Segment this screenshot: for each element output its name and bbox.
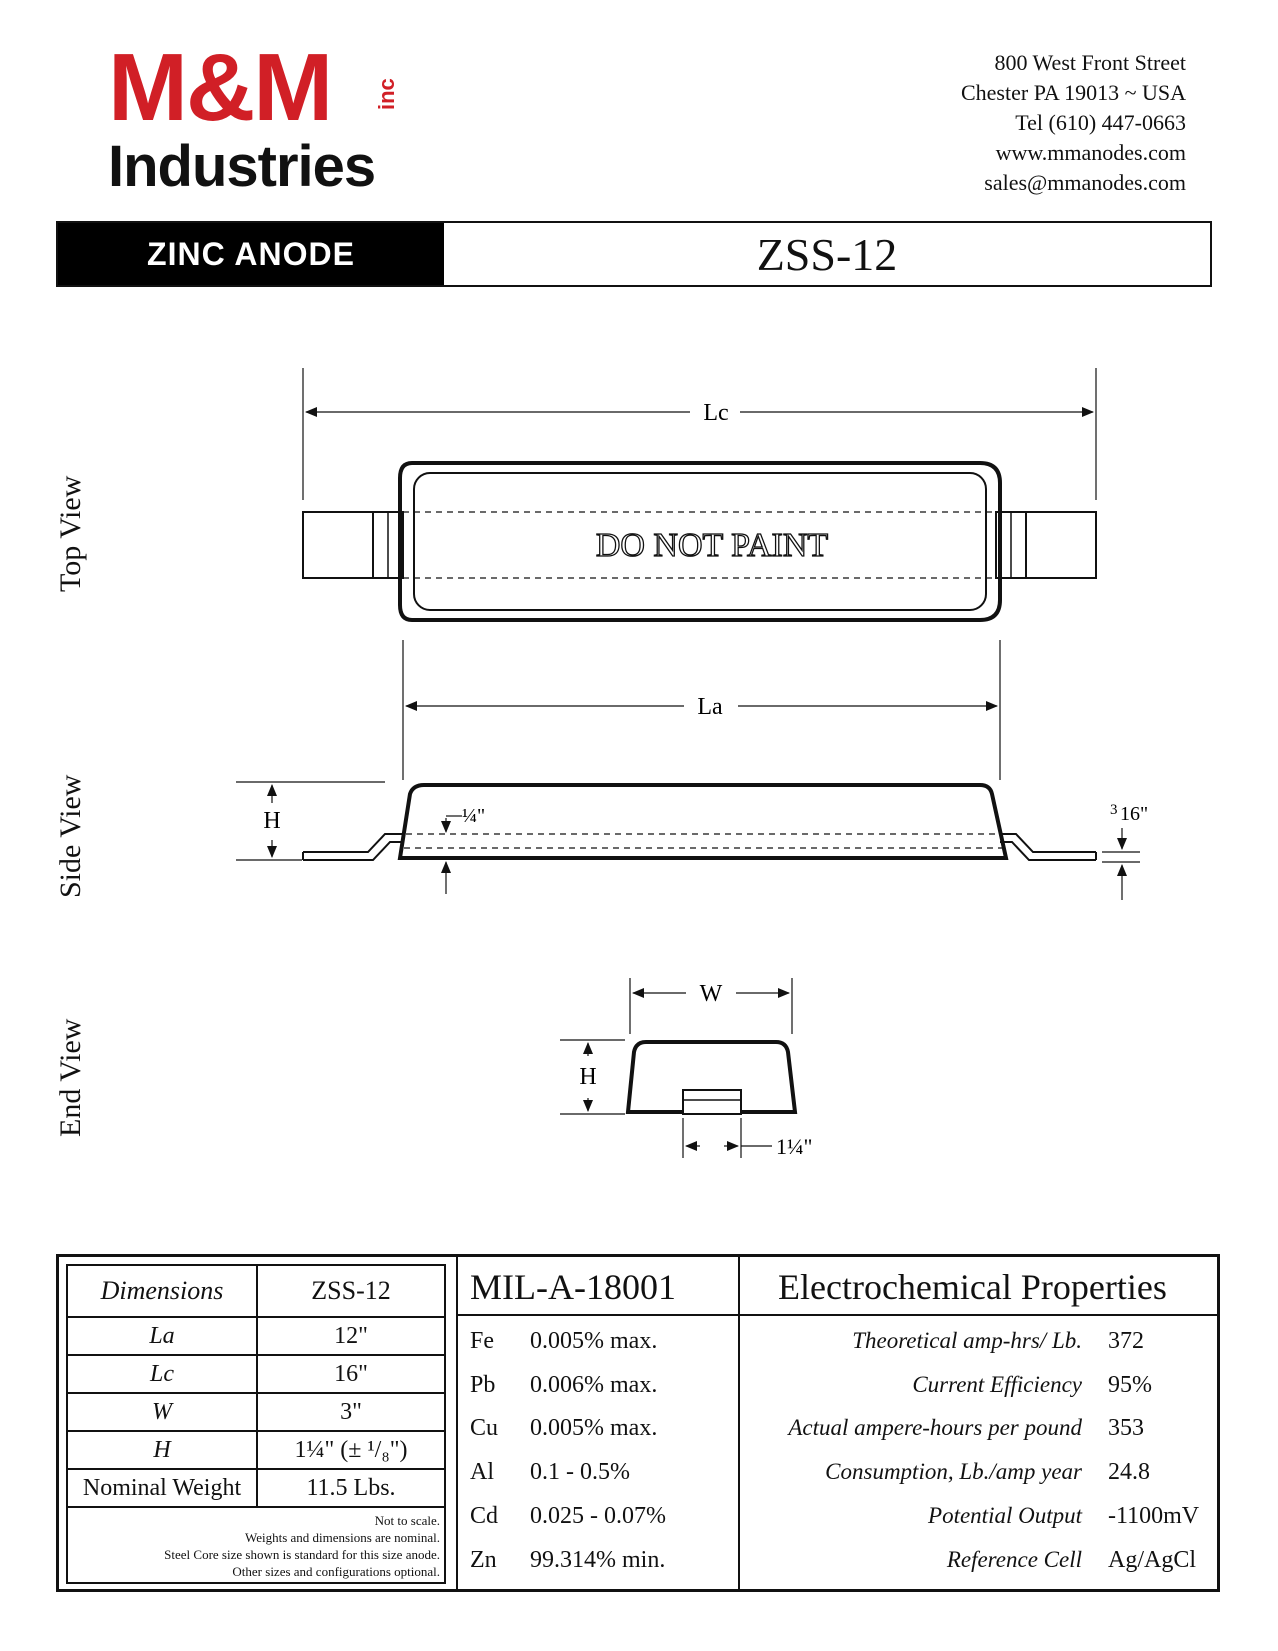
property-key: Reference Cell <box>946 1547 1082 1572</box>
address-email: sales@mmanodes.com <box>984 170 1186 195</box>
table-row <box>67 1469 445 1507</box>
property-value: -1100mV <box>1108 1503 1200 1529</box>
dim-val: 1¼" (± ¹/₈") <box>257 1431 445 1469</box>
element-value: 0.005% max. <box>530 1328 658 1354</box>
sixteenths-num: 3 <box>1110 802 1118 818</box>
specs-divider-2 <box>738 1254 740 1592</box>
property-value: 353 <box>1108 1415 1144 1441</box>
anode-side-outline <box>400 785 1006 858</box>
dim-key: La <box>67 1317 257 1355</box>
property-key: Actual ampere-hours per pound <box>788 1415 1082 1440</box>
property-value: 95% <box>1108 1372 1152 1398</box>
mil-title: MIL-A-18001 <box>470 1267 676 1307</box>
dim-val: 3" <box>257 1393 445 1431</box>
property-value: 372 <box>1108 1328 1144 1354</box>
top-view-label: Top View <box>54 475 87 592</box>
product-category: ZINC ANODE <box>58 223 444 285</box>
table-row <box>67 1317 445 1355</box>
list-item <box>470 1372 657 1399</box>
note-line: Steel Core size shown is standard for this size anode. <box>164 1547 440 1562</box>
la-label: La <box>697 694 723 720</box>
element-value: 99.314% min. <box>530 1547 666 1573</box>
property-key: Potential Output <box>928 1503 1082 1528</box>
dimensions-header: Dimensions <box>67 1265 257 1317</box>
element-value: 0.006% max. <box>530 1372 658 1398</box>
electrochemical-title: Electrochemical Properties <box>778 1267 1167 1307</box>
quarter-label: ¼" <box>462 805 486 827</box>
dim-val: 16" <box>257 1355 445 1393</box>
element-value: 0.1 - 0.5% <box>530 1459 630 1485</box>
specs-header-rule <box>456 1314 1220 1316</box>
element-symbol: Fe <box>470 1328 494 1354</box>
element-symbol: Al <box>470 1459 494 1485</box>
table-row <box>67 1393 445 1431</box>
end-core <box>683 1090 741 1114</box>
dimensions-notes <box>67 1507 445 1583</box>
note-line: Other sizes and configurations optional. <box>232 1564 440 1579</box>
property-value: 24.8 <box>1108 1459 1150 1485</box>
dim-key: Nominal Weight <box>67 1469 257 1507</box>
strap-left <box>303 512 373 578</box>
element-value: 0.025 - 0.07% <box>530 1503 666 1529</box>
side-strap-left <box>303 834 404 860</box>
specs-divider-1 <box>456 1254 458 1592</box>
list-item <box>470 1328 657 1355</box>
element-value: 0.005% max. <box>530 1415 658 1441</box>
logo-sub: Industries <box>108 134 376 199</box>
table-row <box>67 1265 445 1317</box>
property-key: Consumption, Lb./amp year <box>825 1459 1082 1484</box>
dimensions-model: ZSS-12 <box>257 1265 445 1317</box>
dim-val: 12" <box>257 1317 445 1355</box>
note-line: Not to scale. <box>374 1513 440 1528</box>
dim-key: H <box>67 1431 257 1469</box>
sixteenths-den: 16" <box>1120 803 1149 825</box>
list-item <box>470 1459 630 1486</box>
table-row <box>67 1431 445 1469</box>
lc-label: Lc <box>703 400 729 426</box>
element-symbol: Cu <box>470 1415 499 1441</box>
property-value: Ag/AgCl <box>1108 1547 1197 1573</box>
w-label: W <box>699 981 723 1007</box>
dimensions-table <box>66 1264 446 1584</box>
product-model: ZSS-12 <box>756 228 898 280</box>
table-row <box>67 1507 445 1583</box>
property-key: Current Efficiency <box>912 1372 1082 1397</box>
element-symbol: Zn <box>470 1547 497 1573</box>
address-web: www.mmanodes.com <box>995 140 1186 165</box>
property-key: Theoretical amp-hrs/ Lb. <box>852 1328 1082 1353</box>
list-item <box>470 1415 657 1442</box>
dim-val: 11.5 Lbs. <box>257 1469 445 1507</box>
side-strap-right <box>1000 834 1096 860</box>
logo-inc: inc <box>374 78 399 110</box>
address-street: 800 West Front Street <box>994 50 1186 75</box>
note-line: Weights and dimensions are nominal. <box>245 1530 440 1545</box>
address-city: Chester PA 19013 ~ USA <box>960 80 1186 105</box>
logo-main: M&M <box>108 34 332 141</box>
do-not-paint-label: DO NOT PAINT <box>595 527 829 564</box>
strap-right <box>1026 512 1096 578</box>
dim-key: Lc <box>67 1355 257 1393</box>
end-view-label: End View <box>54 1018 87 1137</box>
dim-key: W <box>67 1393 257 1431</box>
element-symbol: Pb <box>470 1372 496 1398</box>
table-row <box>67 1355 445 1393</box>
core-width-label: 1¼" <box>776 1134 813 1159</box>
end-h-label: H <box>579 1064 597 1090</box>
element-symbol: Cd <box>470 1503 499 1529</box>
side-h-label: H <box>263 808 281 834</box>
list-item <box>470 1503 666 1530</box>
address-tel: Tel (610) 447-0663 <box>1015 110 1186 135</box>
list-item <box>470 1547 665 1574</box>
side-view-label: Side View <box>54 774 87 898</box>
